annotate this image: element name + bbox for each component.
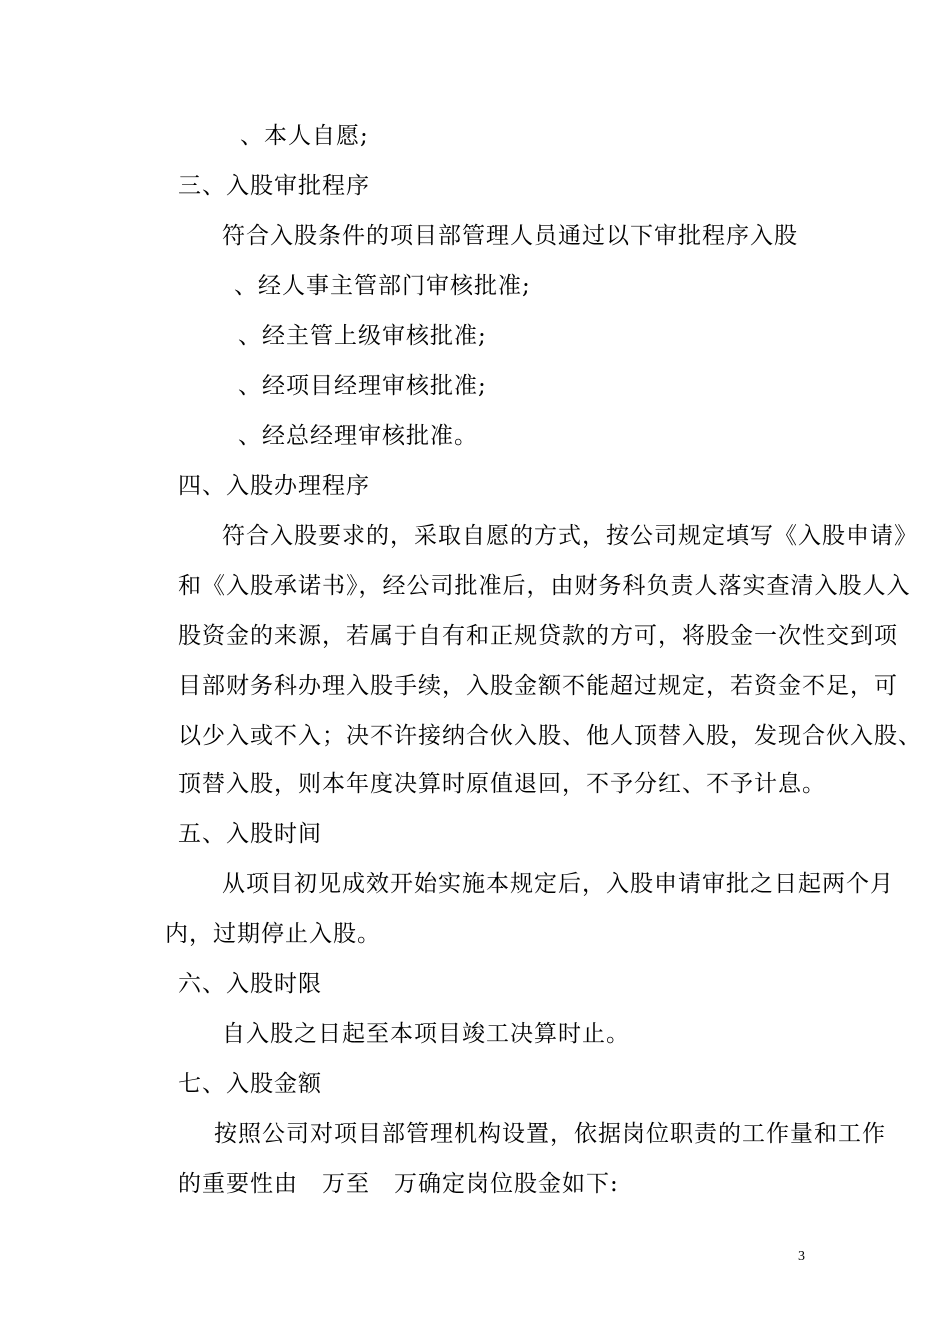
- section-4-line-4: 目部财务科办理入股手续，入股金额不能超过规定，若资金不足，可: [178, 673, 898, 699]
- section-6-text: 自入股之日起至本项目竣工决算时止。: [222, 1021, 630, 1047]
- page-number: 3: [798, 1249, 805, 1264]
- section-3-intro: 符合入股条件的项目部管理人员通过以下审批程序入股: [222, 223, 798, 249]
- approval-step-3: 、经项目经理审核批准;: [238, 373, 487, 399]
- section-3-heading: 三、入股审批程序: [178, 173, 370, 199]
- section-5-line-1: 从项目初见成效开始实施本规定后，入股申请审批之日起两个月: [222, 871, 894, 897]
- section-5-line-2: 内，过期停止入股。: [165, 921, 381, 947]
- section-7-line-1: 按照公司对项目部管理机构设置，依据岗位职责的工作量和工作: [214, 1121, 886, 1147]
- section-4-line-2: 和《入股承诺书》，经公司批准后，由财务科负责人落实查清入股人入: [178, 573, 911, 599]
- section-7-heading: 七、入股金额: [178, 1071, 322, 1097]
- section-4-line-6: 顶替入股，则本年度决算时原值退回，不予分红、不予计息。: [178, 771, 826, 797]
- approval-step-4: 、经总经理审核批准。: [238, 423, 478, 449]
- approval-step-1: 、经人事主管部门审核批准;: [234, 273, 531, 299]
- section-4-line-3: 股资金的来源，若属于自有和正规贷款的方可，将股金一次性交到项: [178, 623, 898, 649]
- section-7-line-2: 的重要性由 万至 万确定岗位股金如下:: [178, 1171, 619, 1197]
- section-4-heading: 四、入股办理程序: [178, 473, 370, 499]
- approval-step-2: 、经主管上级审核批准;: [238, 323, 487, 349]
- section-6-heading: 六、入股时限: [178, 971, 322, 997]
- section-4-line-5: 以少入或不入；决不许接纳合伙入股、他人顶替入股，发现合伙入股、: [178, 723, 922, 749]
- section-5-heading: 五、入股时间: [178, 821, 322, 847]
- item-self-willing: 、本人自愿;: [240, 123, 369, 149]
- section-4-line-1: 符合入股要求的，采取自愿的方式，按公司规定填写《入股申请》: [222, 523, 918, 549]
